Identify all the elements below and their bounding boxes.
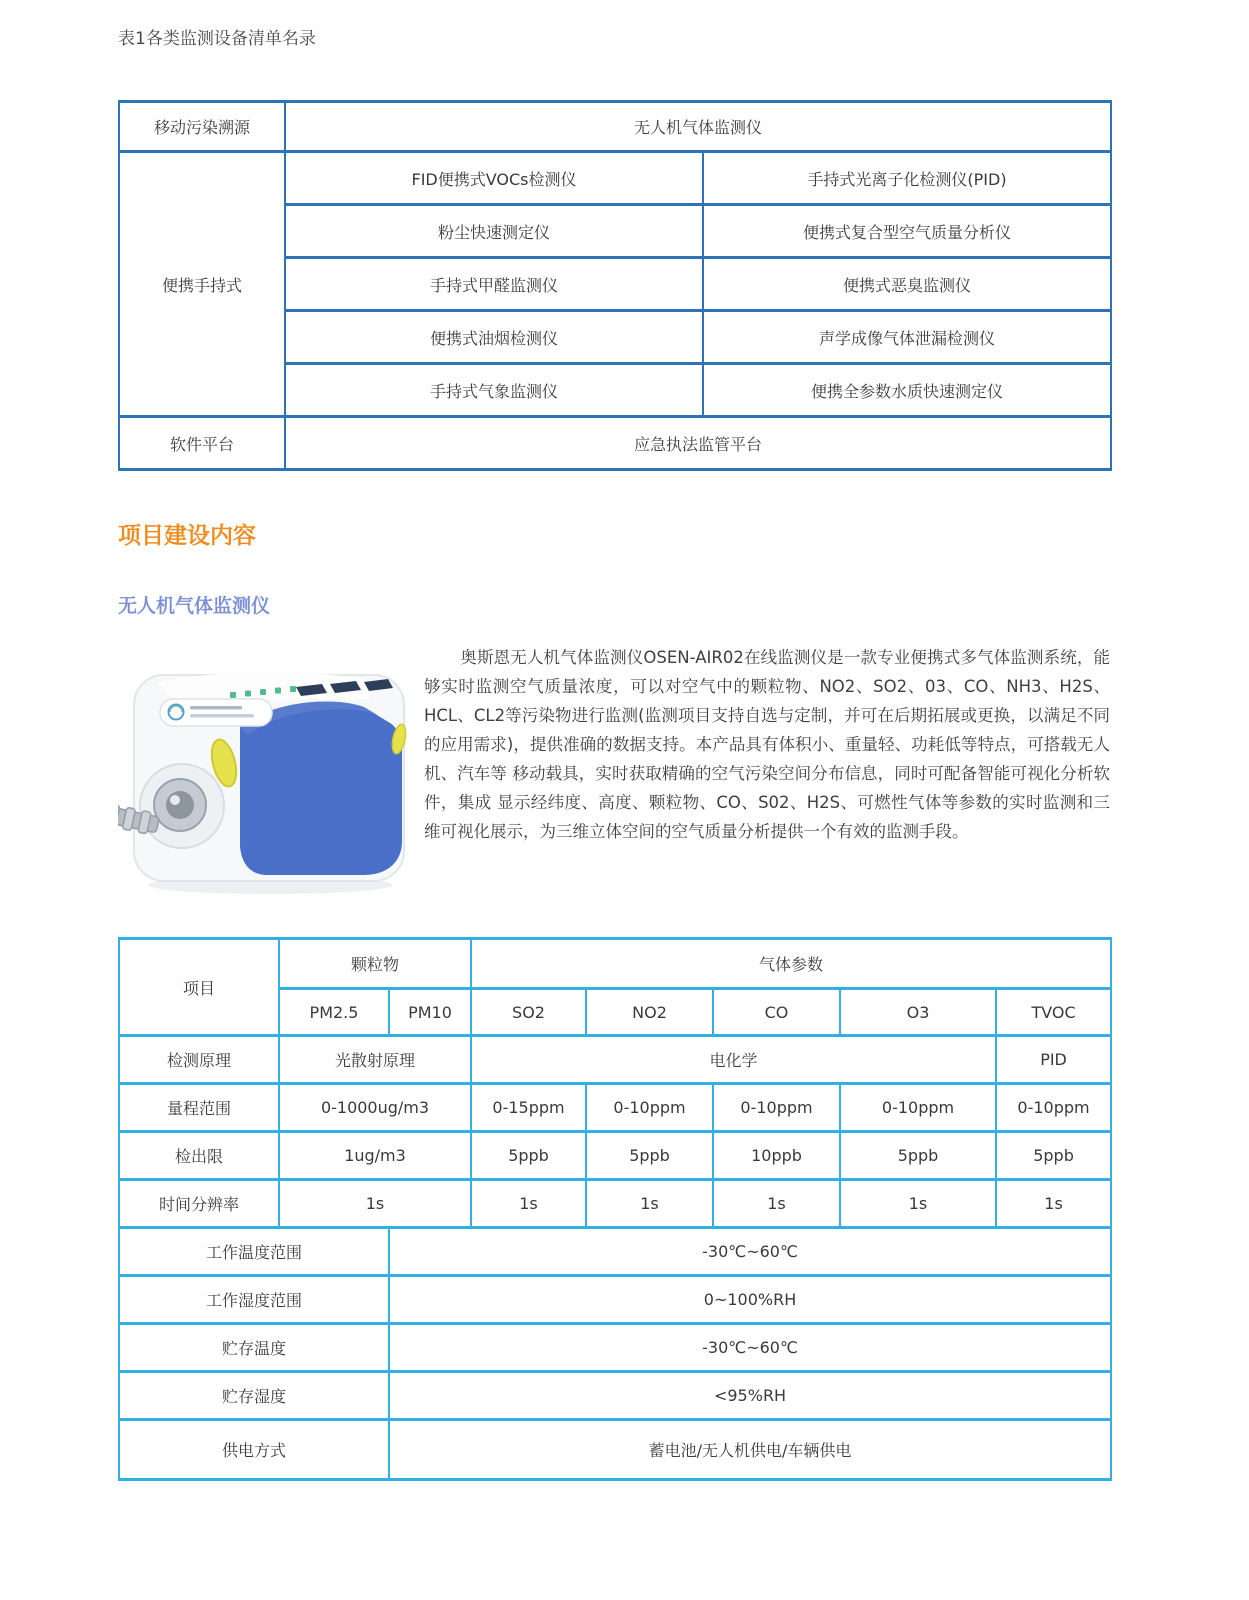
row-label-operating-humidity: 工作湿度范围	[119, 1276, 389, 1324]
product-image	[118, 643, 424, 903]
device-cell: 声学成像气体泄漏检测仪	[703, 311, 1111, 364]
param-no2: NO2	[586, 989, 713, 1036]
time-particulate: 1s	[279, 1180, 471, 1228]
row-label-power-supply: 供电方式	[119, 1420, 389, 1480]
range-cell: 0-10ppm	[713, 1084, 840, 1132]
device-drone-gas-monitor: 无人机气体监测仪	[285, 102, 1111, 152]
principle-tvoc: PID	[996, 1036, 1111, 1084]
param-co: CO	[713, 989, 840, 1036]
operating-temp-value: -30℃~60℃	[389, 1228, 1111, 1276]
device-cell: 便携全参数水质快速测定仪	[703, 364, 1111, 417]
table-row	[119, 1276, 1111, 1324]
device-cell: 手持式甲醛监测仪	[285, 258, 703, 311]
param-tvoc: TVOC	[996, 989, 1111, 1036]
time-cell: 1s	[471, 1180, 586, 1228]
power-supply-value: 蓄电池/无人机供电/车辆供电	[389, 1420, 1111, 1480]
param-so2: SO2	[471, 989, 586, 1036]
device-list-table	[118, 100, 1112, 471]
storage-humidity-value: <95%RH	[389, 1372, 1111, 1420]
param-pm25: PM2.5	[279, 989, 389, 1036]
limit-cell: 5ppb	[840, 1132, 996, 1180]
group-gas-params: 气体参数	[471, 939, 1111, 989]
row-label-time-resolution: 时间分辨率	[119, 1180, 279, 1228]
product-section	[118, 643, 1110, 903]
device-cell: FID便携式VOCs检测仪	[285, 152, 703, 205]
device-cell: 手持式光离子化检测仪(PID)	[703, 152, 1111, 205]
subsection-heading-drone-gas-monitor: 无人机气体监测仪	[118, 595, 271, 617]
limit-cell: 5ppb	[996, 1132, 1111, 1180]
limit-particulate: 1ug/m3	[279, 1132, 471, 1180]
param-o3: O3	[840, 989, 996, 1036]
table-row	[119, 939, 1111, 989]
time-cell: 1s	[996, 1180, 1111, 1228]
storage-temp-value: -30℃~60℃	[389, 1324, 1111, 1372]
device-cell: 便携式复合型空气质量分析仪	[703, 205, 1111, 258]
device-cell: 便携式恶臭监测仪	[703, 258, 1111, 311]
table-caption: 表1各类监测设备清单名录	[118, 29, 316, 49]
range-cell: 0-10ppm	[840, 1084, 996, 1132]
time-cell: 1s	[840, 1180, 996, 1228]
time-cell: 1s	[713, 1180, 840, 1228]
param-pm10: PM10	[389, 989, 471, 1036]
limit-cell: 10ppb	[713, 1132, 840, 1180]
table-row	[119, 1420, 1111, 1480]
table-row	[119, 1084, 1111, 1132]
table-row	[119, 1036, 1111, 1084]
principle-particulate: 光散射原理	[279, 1036, 471, 1084]
row-label-principle: 检测原理	[119, 1036, 279, 1084]
software-platform-cell: 应急执法监管平台	[285, 417, 1111, 470]
table-row	[119, 102, 1111, 152]
device-cell: 粉尘快速测定仪	[285, 205, 703, 258]
range-cell: 0-10ppm	[586, 1084, 713, 1132]
spec-corner: 项目	[119, 939, 279, 1036]
table-row	[119, 417, 1111, 470]
group-particulate: 颗粒物	[279, 939, 471, 989]
category-software-platform: 软件平台	[119, 417, 285, 470]
time-cell: 1s	[586, 1180, 713, 1228]
operating-humidity-value: 0~100%RH	[389, 1276, 1111, 1324]
product-description: 奥斯恩无人机气体监测仪OSEN-AIR02在线监测仪是一款专业便携式多气体监测系统，能够实时监测空气质量浓度，可以对空气中的颗粒物、NO2、SO2、03、CO、NH3、H2S、HCL、CL2等污染物进行监测(监测项目支持自选与定制，并可在后期拓展或更换，以满足不同的应用需求)，提供准确的数据支持。本产品具有体积小、重量轻、功耗低等特点，可搭载无人机、汽车等 移动载具，实时获取精确的空气污染空间分布信息，同时可配备智能可视化分析软件，集成 显示经纬度、高度、颗粒物、CO、S02、H2S、可燃性气体等参数的实时监测和三维可视化展示，为三维立体空间的空气质量分析提供一个有效的监测手段。	[424, 648, 1110, 841]
table-row	[119, 152, 1111, 205]
table-row	[119, 1132, 1111, 1180]
spec-table-wrap	[118, 937, 1110, 1481]
table-row	[119, 1180, 1111, 1228]
device-cell: 便携式油烟检测仪	[285, 311, 703, 364]
category-portable-handheld: 便携手持式	[119, 152, 285, 417]
limit-cell: 5ppb	[471, 1132, 586, 1180]
range-particulate: 0-1000ug/m3	[279, 1084, 471, 1132]
row-label-detection-limit: 检出限	[119, 1132, 279, 1180]
gas-monitor-device-illustration	[118, 643, 418, 899]
range-cell: 0-15ppm	[471, 1084, 586, 1132]
table-row	[119, 1228, 1111, 1276]
section-heading-project-content: 项目建设内容	[118, 523, 256, 549]
spec-table	[118, 937, 1112, 1481]
category-mobile-tracing: 移动污染溯源	[119, 102, 285, 152]
range-cell: 0-10ppm	[996, 1084, 1111, 1132]
row-label-storage-temp: 贮存温度	[119, 1324, 389, 1372]
row-label-storage-humidity: 贮存湿度	[119, 1372, 389, 1420]
table-row	[119, 1372, 1111, 1420]
limit-cell: 5ppb	[586, 1132, 713, 1180]
row-label-range: 量程范围	[119, 1084, 279, 1132]
principle-gas: 电化学	[471, 1036, 996, 1084]
device-cell: 手持式气象监测仪	[285, 364, 703, 417]
table-row	[119, 1324, 1111, 1372]
row-label-operating-temp: 工作温度范围	[119, 1228, 389, 1276]
